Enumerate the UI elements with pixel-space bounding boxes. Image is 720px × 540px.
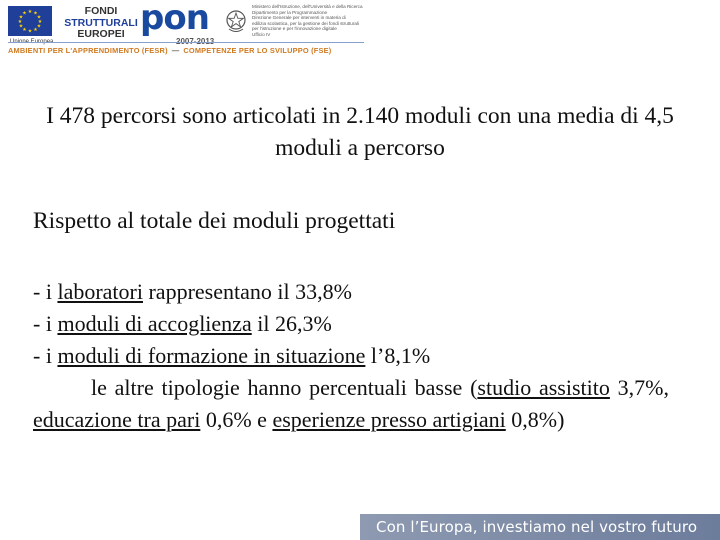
svg-text:★: ★	[33, 27, 38, 33]
eu-flag-icon	[8, 6, 52, 36]
svg-text:★: ★	[33, 10, 38, 17]
paragraph-text: le altre tipologie hanno percentuali basse (	[91, 375, 478, 400]
ministry-line: Dipartimento per la Programmazione	[252, 9, 328, 15]
bullet-prefix: - i	[33, 311, 58, 336]
svg-text:★: ★	[18, 23, 24, 30]
svg-text:★: ★	[22, 27, 27, 33]
paragraph-term: esperienze presso artigiani	[272, 407, 506, 432]
footer-slogan: Con l’Europa, investiamo nel vostro futuro	[376, 518, 698, 536]
bullet-item	[33, 308, 669, 340]
bullet-term: laboratori	[57, 279, 143, 304]
bullet-prefix: - i	[33, 279, 58, 304]
fondi-line2: STRUTTURALI	[64, 16, 138, 29]
paragraph-text: 0,8%)	[505, 407, 565, 432]
svg-text:★: ★	[22, 10, 27, 17]
svg-text:★: ★	[37, 19, 43, 25]
banner-programme-labels	[8, 46, 331, 55]
bullet-prefix: - i	[33, 343, 58, 368]
bullet-item	[33, 276, 669, 308]
fse-label: COMPETENZE PER LO SVILUPPO (FSE)	[183, 46, 332, 55]
footer-slogan-bar	[360, 514, 720, 540]
bullet-term: moduli di accoglienza	[57, 311, 252, 336]
svg-text:★: ★	[27, 28, 33, 35]
fesr-label: AMBIENTI PER L'APPRENDIMENTO (FESR)	[8, 46, 168, 55]
paragraph-term: studio assistito	[477, 375, 610, 400]
svg-text:★: ★	[27, 9, 33, 15]
slide-subheading: Rispetto al totale dei moduli progettati	[33, 208, 396, 234]
fondi-strutturali-logo	[62, 6, 140, 41]
header-banner	[0, 0, 365, 62]
svg-text:★: ★	[18, 14, 24, 21]
svg-text:★: ★	[36, 14, 42, 21]
bullet-item	[33, 340, 669, 372]
ministry-text	[252, 4, 364, 38]
pon-wordmark: pon	[140, 0, 209, 38]
bullet-value: l’8,1%	[365, 343, 431, 368]
ministry-line: per l'istruzione e per l'innovazione digitale	[252, 26, 337, 32]
ministry-line: Ufficio IV	[252, 31, 271, 37]
bullet-value: rappresentano il 33,8%	[142, 279, 352, 304]
paragraph-term: educazione tra pari	[33, 407, 201, 432]
slide-headline: I 478 percorsi sono articolati in 2.140 moduli con una media di 4,5 moduli a percorso	[46, 103, 674, 161]
summary-paragraph	[33, 372, 669, 436]
banner-separator: —	[171, 46, 180, 55]
bullet-term: moduli di formazione in situazione	[57, 343, 366, 368]
bullet-list	[33, 276, 669, 436]
ministry-line: Ministero dell'Istruzione, dell'Università e della Ricerca	[252, 4, 363, 9]
paragraph-text: 3,7%,	[609, 375, 670, 400]
bullet-value: il 26,3%	[251, 311, 332, 336]
pon-logo	[140, 2, 220, 46]
paragraph-text: 0,6% e	[200, 407, 273, 432]
banner-divider	[8, 42, 364, 43]
ministry-line: Direzione Generale per interventi in materia di	[252, 15, 346, 21]
fondi-line1: FONDI	[84, 5, 118, 17]
ministry-line: edilizia scolastica, per la gestione dei fondi strutturali	[252, 20, 359, 26]
fondi-line3: EUROPEI	[77, 28, 125, 40]
svg-text:★: ★	[17, 19, 23, 25]
svg-text:★: ★	[36, 23, 42, 30]
italian-republic-emblem-icon	[225, 8, 247, 34]
